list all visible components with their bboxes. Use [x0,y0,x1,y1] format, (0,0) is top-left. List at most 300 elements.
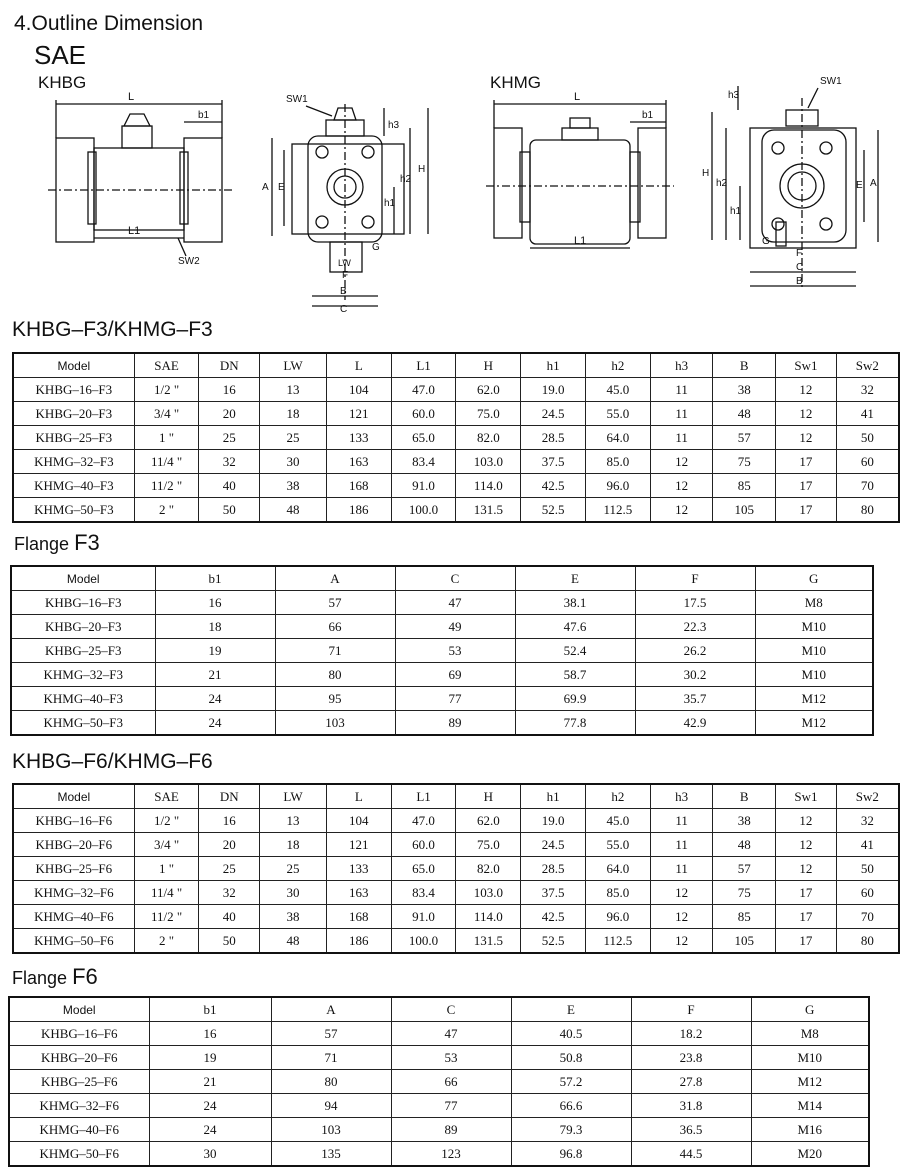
dim-label-h2-left: h2 [400,174,412,185]
column-header: h1 [521,353,586,378]
column-header: SAE [134,353,199,378]
table-cell: 100.0 [391,498,456,523]
table-cell: 65.0 [391,426,456,450]
model-cell: KHMG–32–F3 [11,663,155,687]
table-cell: 168 [326,905,391,929]
table-cell: 77 [391,1094,511,1118]
model-cell: KHMG–40–F6 [13,905,134,929]
table-cell: 77.8 [515,711,635,736]
table1-title: KHBG–F3/KHMG–F3 [12,318,213,341]
table-cell: 38 [713,809,776,833]
dim-label-L: L [128,91,135,103]
table-cell: 12 [776,809,837,833]
table3-title: KHBG–F6/KHMG–F6 [12,750,213,773]
table-cell: 77 [395,687,515,711]
column-header: L [326,353,391,378]
table-cell: 83.4 [391,450,456,474]
table-cell: 38.1 [515,591,635,615]
table-cell: 41 [836,833,899,857]
table-cell: 24.5 [521,402,586,426]
table-cell: 55.0 [585,402,650,426]
table-cell: 21 [149,1070,271,1094]
table-cell: 16 [149,1022,271,1046]
table-cell: 32 [199,450,260,474]
table-row [13,881,899,905]
table-header-row [13,353,899,378]
table-cell: 85 [713,905,776,929]
dim-label-E-right: E [856,180,863,191]
table-cell: 80 [271,1070,391,1094]
khmg-end-view [702,76,878,290]
table-row [9,1094,869,1118]
table-cell: 186 [326,929,391,954]
table-cell: 38 [260,905,327,929]
column-header: h3 [650,784,713,809]
table-cell: 12 [650,450,713,474]
table-cell: 3/4 " [134,402,199,426]
table-cell: 69.9 [515,687,635,711]
table-cell: 27.8 [631,1070,751,1094]
table-row [11,615,873,639]
table-cell: 66 [275,615,395,639]
table-cell: 42.5 [521,905,586,929]
table-cell: 80 [836,929,899,954]
column-header: DN [199,353,260,378]
table-cell: 85.0 [585,450,650,474]
model-cell: KHBG–20–F3 [13,402,134,426]
table-row [11,591,873,615]
table-cell: 168 [326,474,391,498]
table-cell: 62.0 [456,809,521,833]
model-cell: KHMG–32–F3 [13,450,134,474]
table-cell: 12 [776,402,837,426]
table-cell: M10 [751,1046,869,1070]
table-cell: 24 [149,1094,271,1118]
dim-label-E-left: E [278,182,285,193]
table-cell: 41 [836,402,899,426]
table2-title-code: F3 [74,530,100,555]
table-cell: 123 [391,1142,511,1167]
table-cell: 91.0 [391,474,456,498]
table-row [11,687,873,711]
table-cell: 47 [391,1022,511,1046]
table-row [13,474,899,498]
khbg-khmg-f6-dimension-table [12,783,900,954]
table-row [13,833,899,857]
table-cell: M8 [751,1022,869,1046]
table-cell: 53 [391,1046,511,1070]
table-cell: 19.0 [521,809,586,833]
table-cell: 47.6 [515,615,635,639]
table-cell: 3/4 " [134,833,199,857]
dim-label-A-left: A [262,182,269,193]
column-header: E [515,566,635,591]
table-cell: 11/2 " [134,474,199,498]
column-header: Sw1 [776,784,837,809]
table-cell: 45.0 [585,809,650,833]
table-cell: 25 [199,426,260,450]
column-header: Sw2 [836,784,899,809]
column-header: F [635,566,755,591]
column-header: H [456,353,521,378]
column-header: A [271,997,391,1022]
table-cell: 64.0 [585,857,650,881]
table-header-row [11,566,873,591]
dim-label-h1-left: h1 [384,198,396,209]
table-cell: 22.3 [635,615,755,639]
model-cell: KHBG–20–F6 [9,1046,149,1070]
flange-f6-dimension-table [8,996,870,1167]
table-cell: 133 [326,857,391,881]
dim-label-G-left: G [372,242,380,253]
table-row [9,1022,869,1046]
dim-label-B-left: B [340,286,347,297]
table-cell: 17 [776,881,837,905]
table-cell: 28.5 [521,426,586,450]
table-cell: 53 [395,639,515,663]
model-cell: KHMG–40–F3 [11,687,155,711]
table-cell: 75.0 [456,833,521,857]
table-cell: 60.0 [391,402,456,426]
table-cell: 32 [199,881,260,905]
table-cell: 55.0 [585,833,650,857]
table-cell: 58.7 [515,663,635,687]
column-header: L1 [391,353,456,378]
table-row [11,711,873,736]
column-header: b1 [155,566,275,591]
model-cell: KHBG–25–F3 [13,426,134,450]
khmg-side-view [486,73,674,248]
table-cell: 2 " [134,498,199,523]
dim-label-SW2: SW2 [178,256,200,267]
table-cell: 66 [391,1070,511,1094]
table-cell: 1 " [134,426,199,450]
table-cell: 103.0 [456,881,521,905]
table4-title [12,964,98,990]
table-row [13,498,899,523]
table-cell: 30 [260,881,327,905]
column-header: G [755,566,873,591]
table-cell: 52.5 [521,929,586,954]
column-header: Model [13,784,134,809]
table-cell: 18 [155,615,275,639]
model-cell: KHBG–16–F3 [13,378,134,402]
table-cell: 40 [199,905,260,929]
dim-label-B-right: B [796,276,803,287]
column-header: B [713,353,776,378]
table-cell: 75.0 [456,402,521,426]
table-cell: 31.8 [631,1094,751,1118]
table-cell: 24 [149,1118,271,1142]
table-cell: 95 [275,687,395,711]
table-cell: 12 [776,378,837,402]
table-cell: 17 [776,450,837,474]
table-cell: 17 [776,905,837,929]
model-cell: KHMG–50–F3 [11,711,155,736]
table-cell: 163 [326,881,391,905]
column-header: F [631,997,751,1022]
column-header: SAE [134,784,199,809]
table-cell: 105 [713,929,776,954]
table-cell: 40.5 [511,1022,631,1046]
table-cell: 80 [836,498,899,523]
table-cell: 75 [713,881,776,905]
table-cell: 30 [149,1142,271,1167]
table-cell: 19 [149,1046,271,1070]
table-row [9,1142,869,1167]
table-cell: 48 [260,929,327,954]
table-cell: 47.0 [391,378,456,402]
column-header: Model [13,353,134,378]
dim-label-b1-right: b1 [642,110,654,121]
table-cell: 112.5 [585,498,650,523]
khbg-drawing-label: KHBG [38,73,87,92]
model-cell: KHMG–40–F6 [9,1118,149,1142]
table-cell: 57 [271,1022,391,1046]
table-cell: 48 [260,498,327,523]
table-cell: 89 [391,1118,511,1142]
column-header: A [275,566,395,591]
table-cell: 121 [326,833,391,857]
dim-label-H-right: H [702,168,710,179]
table-cell: 12 [650,905,713,929]
table-cell: 12 [650,881,713,905]
table-cell: 85.0 [585,881,650,905]
table-cell: 18.2 [631,1022,751,1046]
table-cell: 70 [836,474,899,498]
dim-label-SW1-left: SW1 [286,94,308,105]
table-cell: 91.0 [391,905,456,929]
dim-label-b1: b1 [198,110,210,121]
column-header: C [395,566,515,591]
table-cell: 50 [836,857,899,881]
table-cell: 20 [199,402,260,426]
table-cell: 57.2 [511,1070,631,1094]
table-cell: 44.5 [631,1142,751,1167]
table-cell: 131.5 [456,929,521,954]
column-header: h2 [585,353,650,378]
table-row [13,378,899,402]
column-header: Model [11,566,155,591]
table-cell: 85 [713,474,776,498]
table-row [11,663,873,687]
standard-label: SAE [34,40,87,70]
table-cell: 36.5 [631,1118,751,1142]
table-cell: 38 [260,474,327,498]
table-cell: 135 [271,1142,391,1167]
dim-label-h2-right: h2 [716,178,728,189]
column-header: L1 [391,784,456,809]
table-cell: 11 [650,402,713,426]
table-cell: 52.4 [515,639,635,663]
table-cell: M16 [751,1118,869,1142]
table-cell: 57 [275,591,395,615]
model-cell: KHBG–20–F3 [11,615,155,639]
table-cell: 18 [260,402,327,426]
table-cell: 28.5 [521,857,586,881]
table-cell: 40 [199,474,260,498]
table-cell: 83.4 [391,881,456,905]
table-row [13,450,899,474]
table-cell: 100.0 [391,929,456,954]
table-cell: 12 [650,929,713,954]
column-header: G [751,997,869,1022]
table-cell: 104 [326,378,391,402]
table-cell: 16 [199,809,260,833]
dim-label-L1-right: L1 [574,235,587,247]
table-cell: 49 [395,615,515,639]
table-cell: 50 [836,426,899,450]
table-cell: 96.8 [511,1142,631,1167]
dim-label-C-left: C [340,304,348,315]
table-cell: 11/2 " [134,905,199,929]
column-header: Sw2 [836,353,899,378]
khbg-side-view [38,73,232,267]
column-header: h3 [650,353,713,378]
flange-f3-dimension-table [10,565,874,736]
table-cell: 64.0 [585,426,650,450]
table-cell: 16 [155,591,275,615]
table-cell: 62.0 [456,378,521,402]
column-header: DN [199,784,260,809]
table-cell: 30 [260,450,327,474]
model-cell: KHBG–20–F6 [13,833,134,857]
dim-label-SW1-right: SW1 [820,76,842,87]
table-cell: 103 [275,711,395,736]
model-cell: KHBG–16–F6 [13,809,134,833]
table-cell: 18 [260,833,327,857]
table-cell: 19.0 [521,378,586,402]
table-cell: 30.2 [635,663,755,687]
column-header: Sw1 [776,353,837,378]
dim-label-F-right: F [796,248,803,259]
table-cell: 11 [650,857,713,881]
table-cell: 57 [713,857,776,881]
table-row [9,1070,869,1094]
table-cell: M20 [751,1142,869,1167]
table-cell: 25 [260,426,327,450]
table-cell: 19 [155,639,275,663]
table-cell: 71 [275,639,395,663]
table2-title-prefix: Flange [14,534,70,554]
dim-label-A-right: A [870,178,877,189]
table-cell: M8 [755,591,873,615]
table-cell: 50.8 [511,1046,631,1070]
table-cell: 82.0 [456,426,521,450]
table-cell: 11 [650,833,713,857]
table4-title-code: F6 [72,964,98,989]
column-header: Model [9,997,149,1022]
outline-drawings [0,66,900,318]
table-cell: 17 [776,498,837,523]
table-cell: 23.8 [631,1046,751,1070]
table-cell: 11/4 " [134,881,199,905]
dim-label-h1-right: h1 [730,206,742,217]
column-header: h2 [585,784,650,809]
table-cell: 11 [650,809,713,833]
model-cell: KHMG–32–F6 [13,881,134,905]
khbg-end-view [262,94,428,315]
table-cell: 131.5 [456,498,521,523]
table-cell: 186 [326,498,391,523]
table-cell: 21 [155,663,275,687]
table-cell: 17 [776,929,837,954]
table-row [13,402,899,426]
table-cell: 50 [199,498,260,523]
table-cell: 89 [395,711,515,736]
model-cell: KHBG–16–F3 [11,591,155,615]
table-cell: 1/2 " [134,378,199,402]
table-cell: 163 [326,450,391,474]
table-cell: 47 [395,591,515,615]
table-cell: 65.0 [391,857,456,881]
table-cell: 50 [199,929,260,954]
dim-label-h3-left: h3 [388,120,400,131]
table2-title [14,530,100,556]
table-cell: 1 " [134,857,199,881]
table-cell: 25 [199,857,260,881]
table-cell: 20 [199,833,260,857]
table-cell: M10 [755,615,873,639]
column-header: C [391,997,511,1022]
table-cell: 17.5 [635,591,755,615]
table-cell: 12 [776,426,837,450]
table-cell: 24 [155,687,275,711]
table-cell: 52.5 [521,498,586,523]
table-cell: 104 [326,809,391,833]
page-heading: 4.Outline Dimension [14,12,204,35]
column-header: b1 [149,997,271,1022]
table-cell: 26.2 [635,639,755,663]
table-cell: 112.5 [585,929,650,954]
table-row [9,1046,869,1070]
table-cell: 25 [260,857,327,881]
table-cell: 24 [155,711,275,736]
table-cell: 121 [326,402,391,426]
table-cell: 38 [713,378,776,402]
table-row [13,426,899,450]
table-cell: 94 [271,1094,391,1118]
table-cell: 32 [836,809,899,833]
model-cell: KHMG–50–F6 [9,1142,149,1167]
table-row [13,809,899,833]
table-cell: 16 [199,378,260,402]
table-cell: 114.0 [456,905,521,929]
table-cell: 75 [713,450,776,474]
table-row [13,857,899,881]
table-cell: 70 [836,905,899,929]
table-cell: 57 [713,426,776,450]
dim-label-C-right: C [796,262,804,273]
dim-label-G-right: G [762,236,770,247]
table-cell: 11 [650,378,713,402]
table-cell: 96.0 [585,905,650,929]
column-header: LW [260,784,327,809]
table-cell: 12 [776,857,837,881]
table-cell: 69 [395,663,515,687]
table-cell: M10 [755,639,873,663]
table-cell: 114.0 [456,474,521,498]
model-cell: KHBG–25–F3 [11,639,155,663]
table-cell: 71 [271,1046,391,1070]
table-cell: M10 [755,663,873,687]
table-cell: 103 [271,1118,391,1142]
table-cell: 103.0 [456,450,521,474]
table-row [13,905,899,929]
model-cell: KHMG–50–F6 [13,929,134,954]
table-cell: 82.0 [456,857,521,881]
table-cell: 96.0 [585,474,650,498]
